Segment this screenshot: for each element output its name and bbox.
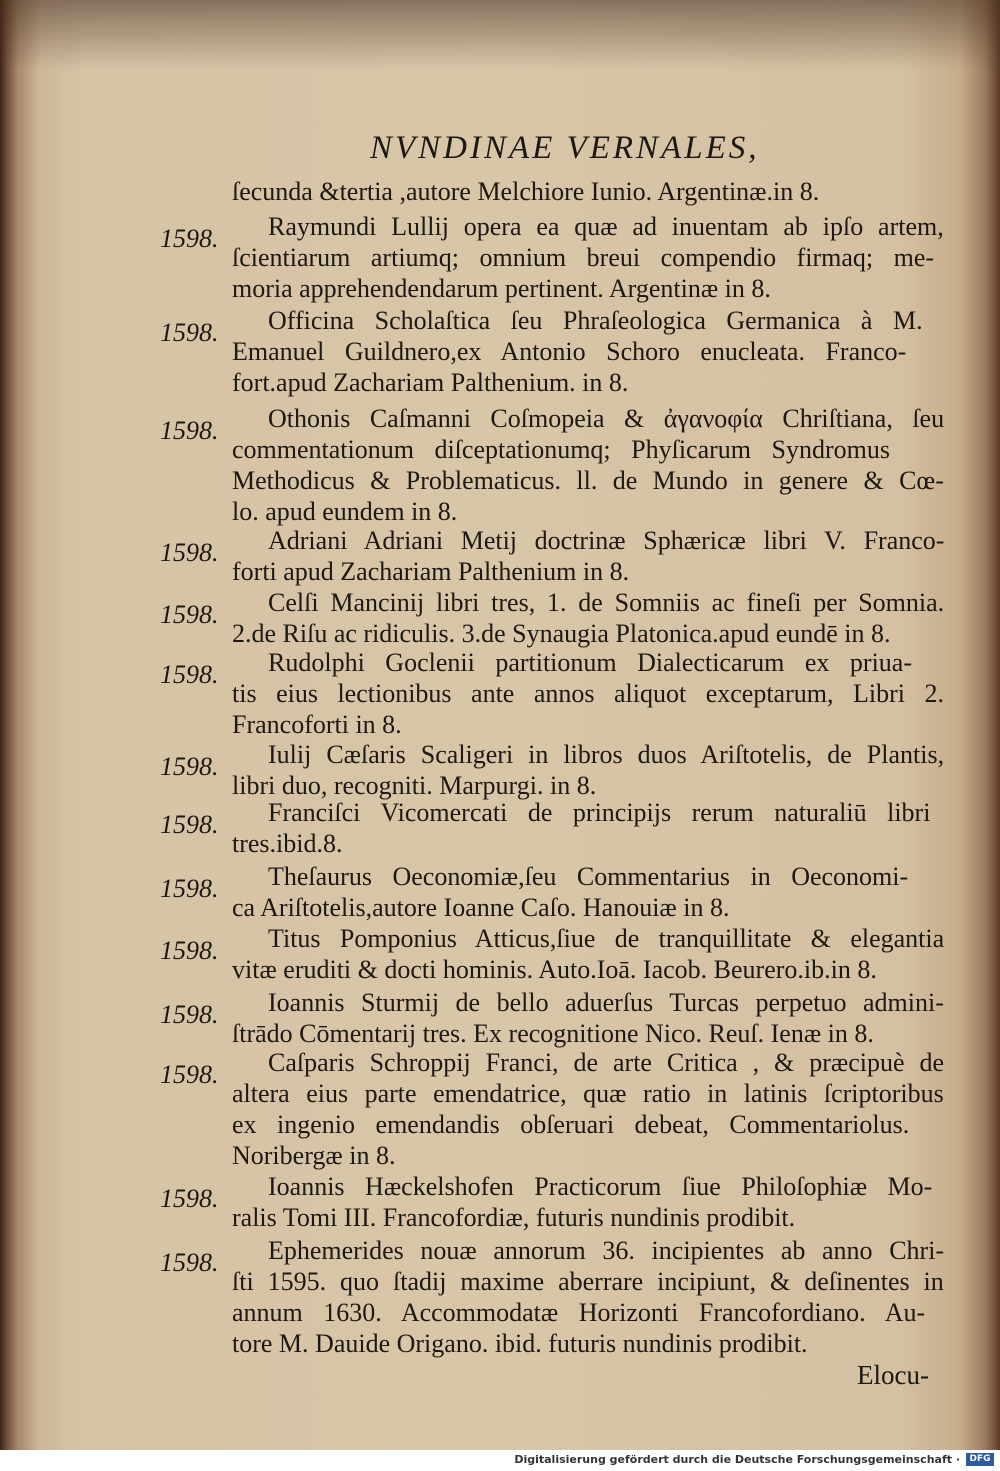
funding-notice: Digitalisierung gefördert durch die Deutsche Forschungsgemeinschaft · [514, 1453, 960, 1466]
entry-line: Methodicus & Problematicus. ll. de Mundo in genere & Cœ- [232, 466, 944, 495]
entry-year: 1598. [160, 318, 219, 347]
entry-line: vitæ eruditi & docti hominis. Auto.Ioā. Iacob. Beurero.ib.in 8. [232, 955, 877, 984]
entry-line: ſcientiarum artiumq; omnium breui compendio firmaq; me- [232, 243, 935, 272]
entry-line: tore M. Dauide Origano. ibid. futuris nundinis prodibit. [232, 1329, 808, 1358]
entry-year: 1598. [160, 874, 219, 903]
entry-year: 1598. [160, 660, 219, 689]
entry-year: 1598. [160, 1248, 219, 1277]
entry-line: ex ingenio emendandis obſeruari debeat, Commentariolus. [232, 1110, 910, 1139]
entry-line: altera eius parte emendatrice, quæ ratio in latinis ſcriptoribus [232, 1079, 944, 1108]
entry-line: moria apprehendendarum pertinent. Argentinæ in 8. [232, 274, 771, 303]
entry-year: 1598. [160, 416, 219, 445]
intro-line: ſecunda &tertia ,autore Melchiore Iunio. Argentinæ.in 8. [232, 177, 820, 206]
entry-line: commentationum diſceptationumq; Phyſicarum Syndromus [232, 435, 890, 464]
entry-line: Adriani Adriani Metij doctrinæ Sphæricæ libri V. Franco- [268, 526, 945, 555]
entry-line: ca Ariſtotelis,autore Ioanne Caſo. Hanouiæ in 8. [232, 893, 730, 922]
entry-line: Raymundi Lullij opera ea quæ ad inuentam ab ipſo artem, [268, 212, 944, 241]
entry-year: 1598. [160, 752, 219, 781]
entry-line: annum 1630. Accommodatæ Horizonti Francofordiano. Au- [232, 1298, 926, 1327]
entry-line: Officina Scholaſtica ſeu Phraſeologica Germanica à M. [268, 306, 923, 335]
entry-line: Iulij Cæſaris Scaligeri in libros duos Ariſtotelis, de Plantis, [268, 740, 945, 769]
entry-line: Celſi Mancinij libri tres, 1. de Somniis ac fineſi per Somnia. [268, 588, 945, 617]
entry-line: fort.apud Zachariam Palthenium. in 8. [232, 368, 629, 397]
entry-line: Emanuel Guildnero,ex Antonio Schoro enucleata. Franco- [232, 337, 907, 366]
entry-line: Noribergæ in 8. [232, 1141, 396, 1170]
footer-bar [0, 1450, 1000, 1471]
entry-line: Francoforti in 8. [232, 710, 402, 739]
entry-line: libri duo, recogniti. Marpurgi. in 8. [232, 771, 597, 800]
entry-line: forti apud Zachariam Palthenium in 8. [232, 557, 630, 586]
entry-line: tres.ibid.8. [232, 829, 343, 858]
dfg-logo: DFG [966, 1453, 994, 1466]
entry-line: Ioannis Hæckelshofen Practicorum ſiue Philoſophiæ Mo- [268, 1172, 933, 1201]
entry-year: 1598. [160, 810, 219, 839]
entry-line: Theſaurus Oeconomiæ,ſeu Commentarius in Oeconomi- [268, 862, 909, 891]
entry-line: Titus Pomponius Atticus,ſiue de tranquillitate & elegantia [268, 924, 945, 953]
entry-line: Ioannis Sturmij de bello aduerſus Turcas perpetuo admini- [268, 988, 944, 1017]
catchword: Elocu- [857, 1360, 929, 1390]
entry-line: Othonis Caſmanni Coſmopeia & ἀγανοφία Chriſtiana, ſeu [268, 404, 945, 433]
entry-line: ralis Tomi III. Francofordiæ, futuris nundinis prodibit. [232, 1203, 796, 1232]
entry-line: Rudolphi Goclenii partitionum Dialecticarum ex priua- [268, 648, 913, 677]
entry-year: 1598. [160, 224, 219, 253]
entry-year: 1598. [160, 1000, 219, 1029]
entry-year: 1598. [160, 1060, 219, 1089]
entry-year: 1598. [160, 936, 219, 965]
entry-year: 1598. [160, 538, 219, 567]
entry-line: Franciſci Vicomercati de principijs rerum naturaliū libri [268, 798, 931, 827]
running-title: NVNDINAE VERNALES, [370, 130, 760, 166]
entry-year: 1598. [160, 600, 219, 629]
entry-year: 1598. [160, 1184, 219, 1213]
entry-line: ſti 1595. quo ſtadij maxime aberrare incipiunt, & deſinentes in [232, 1267, 944, 1296]
entry-line: ſtrādo Cōmentarij tres. Ex recognitione Nico. Reuſ. Ienæ in 8. [232, 1019, 874, 1048]
entry-line: tis eius lectionibus ante annos aliquot exceptarum, Libri 2. [232, 679, 944, 708]
entry-line: Caſparis Schroppij Franci, de arte Critica , & præcipuè de [268, 1048, 944, 1077]
entry-line: lo. apud eundem in 8. [232, 497, 458, 526]
entry-line: Ephemerides nouæ annorum 36. incipientes ab anno Chri- [268, 1236, 945, 1265]
entry-line: 2.de Riſu ac ridiculis. 3.de Synaugia Platonica.apud eundē in 8. [232, 619, 891, 648]
